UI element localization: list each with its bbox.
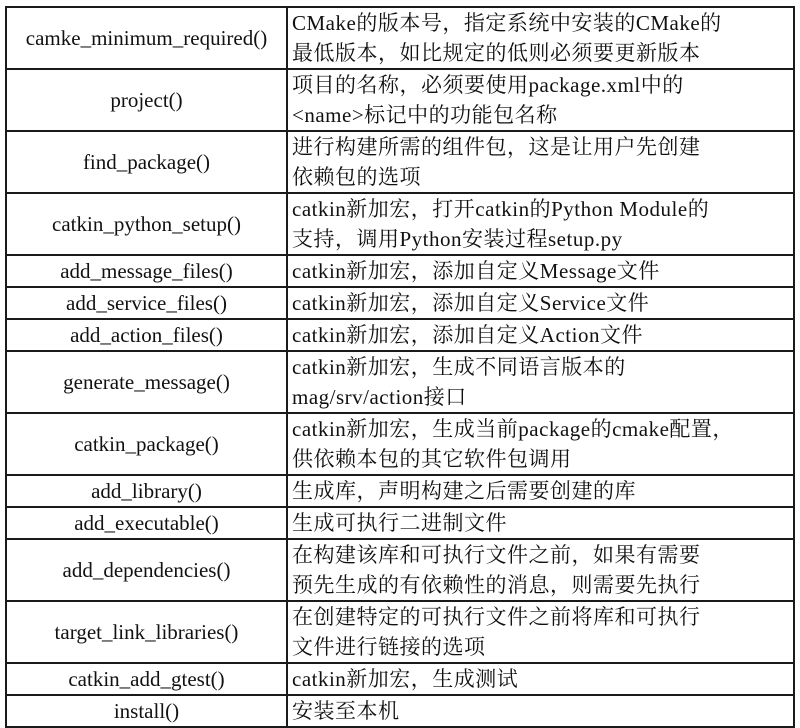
function-name-cell: install() — [6, 695, 287, 727]
description-line: 预先生成的有依赖性的消息，则需要先执行 — [292, 573, 701, 597]
function-name-cell: add_message_files() — [6, 255, 287, 287]
description-line: CMake的版本号，指定系统中安装的CMake的 — [292, 11, 722, 35]
description-line: catkin新加宏，添加自定义Service文件 — [292, 291, 650, 315]
description-cell — [287, 507, 794, 539]
table-row — [6, 413, 794, 475]
function-name-cell: find_package() — [6, 131, 287, 193]
description-cell — [287, 413, 794, 475]
function-name-cell: catkin_package() — [6, 413, 287, 475]
description-line: 最低版本，如比规定的低则必须要更新版本 — [292, 41, 701, 65]
function-name-cell: catkin_python_setup() — [6, 193, 287, 255]
function-name-cell: add_action_files() — [6, 319, 287, 351]
table-row — [6, 539, 794, 601]
table-row — [6, 695, 794, 727]
description-line: 在构建该库和可执行文件之前，如果有需要 — [292, 543, 701, 567]
description-line: catkin新加宏，生成当前package的cmake配置， — [292, 417, 734, 441]
table-row — [6, 507, 794, 539]
description-line: 在创建特定的可执行文件之前将库和可执行 — [292, 605, 701, 629]
description-line: 支持，调用Python安装过程setup.py — [292, 227, 623, 251]
function-name-cell: add_executable() — [6, 507, 287, 539]
description-cell — [287, 663, 794, 695]
table-row — [6, 255, 794, 287]
table-row — [6, 193, 794, 255]
description-line: catkin新加宏，添加自定义Action文件 — [292, 323, 643, 347]
description-cell — [287, 287, 794, 319]
function-name-cell: project() — [6, 69, 287, 131]
table-row — [6, 663, 794, 695]
function-name-cell: add_library() — [6, 475, 287, 507]
function-name-cell: add_dependencies() — [6, 539, 287, 601]
description-line: catkin新加宏，生成不同语言版本的 — [292, 355, 626, 379]
table-row — [6, 7, 794, 69]
description-cell — [287, 319, 794, 351]
function-name-cell: catkin_add_gtest() — [6, 663, 287, 695]
description-cell — [287, 351, 794, 413]
description-line: <name>标记中的功能包名称 — [292, 103, 558, 127]
description-line: 依赖包的选项 — [292, 165, 421, 189]
description-line: catkin新加宏，打开catkin的Python Module的 — [292, 197, 710, 221]
table-row — [6, 351, 794, 413]
description-line: 文件进行链接的选项 — [292, 635, 486, 659]
description-cell — [287, 7, 794, 69]
description-cell — [287, 131, 794, 193]
description-cell — [287, 69, 794, 131]
description-cell — [287, 695, 794, 727]
description-cell — [287, 539, 794, 601]
description-line: catkin新加宏，添加自定义Message文件 — [292, 259, 660, 283]
table-row — [6, 475, 794, 507]
function-name-cell: camke_minimum_required() — [6, 7, 287, 69]
table-row — [6, 131, 794, 193]
function-name-cell: add_service_files() — [6, 287, 287, 319]
description-line: 进行构建所需的组件包，这是让用户先创建 — [292, 135, 701, 159]
table-row — [6, 319, 794, 351]
table-row — [6, 601, 794, 663]
description-line: mag/srv/action接口 — [292, 385, 467, 409]
description-cell — [287, 475, 794, 507]
cmake-functions-table — [5, 6, 795, 728]
description-cell — [287, 601, 794, 663]
description-line: 生成可执行二进制文件 — [292, 511, 507, 535]
description-line: 供依赖本包的其它软件包调用 — [292, 447, 572, 471]
description-line: 生成库，声明构建之后需要创建的库 — [292, 479, 636, 503]
description-line: 安装至本机 — [292, 699, 400, 723]
function-name-cell: generate_message() — [6, 351, 287, 413]
table-row — [6, 69, 794, 131]
description-line: catkin新加宏，生成测试 — [292, 667, 519, 691]
table-row — [6, 287, 794, 319]
description-line: 项目的名称，必须要使用package.xml中的 — [292, 73, 684, 97]
function-name-cell: target_link_libraries() — [6, 601, 287, 663]
description-cell — [287, 255, 794, 287]
description-cell — [287, 193, 794, 255]
